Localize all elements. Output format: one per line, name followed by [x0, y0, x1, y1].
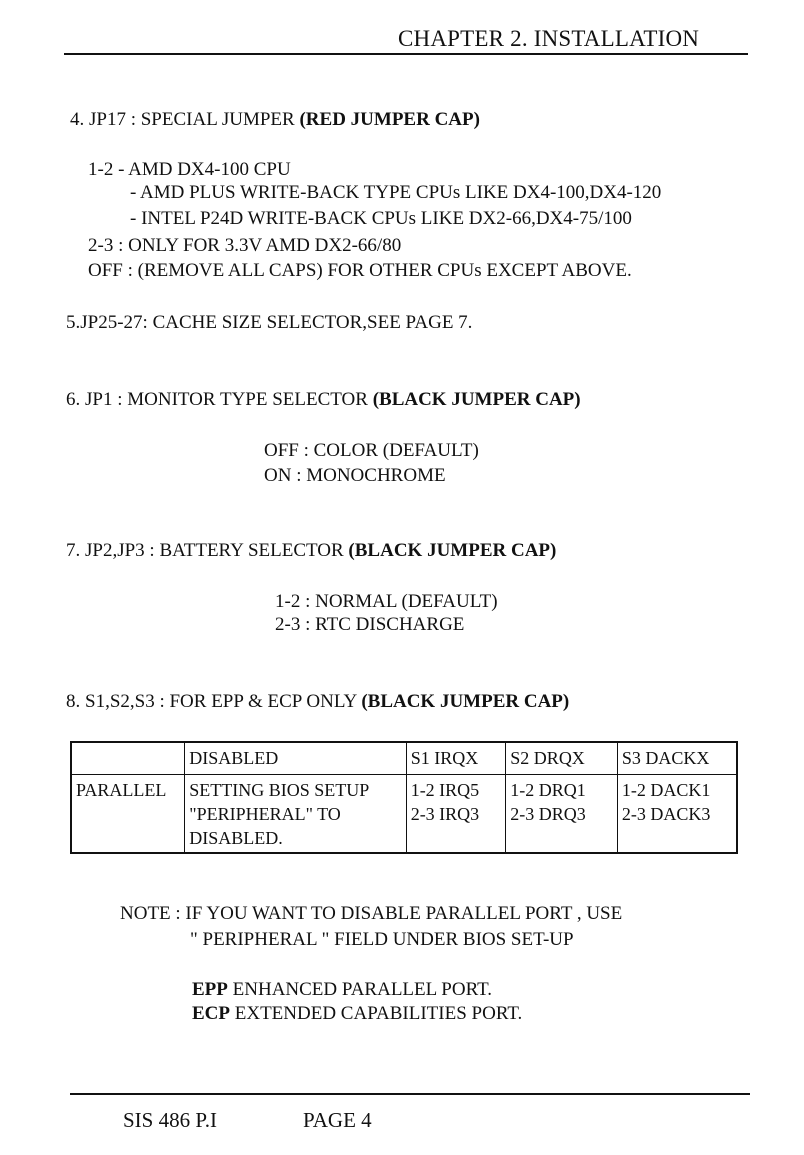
footer-board-name: SIS 486 P.I: [123, 1108, 217, 1132]
jp1-heading: [66, 388, 581, 412]
s123-heading: [66, 690, 569, 714]
cell-line: 2-3 DACK3: [621, 804, 711, 824]
jp17-option-off: OFF : (REMOVE ALL CAPS) FOR OTHER CPUs EXCEPT ABOVE.: [88, 260, 632, 281]
note-line-2: " PERIPHERAL " FIELD UNDER BIOS SET-UP: [190, 929, 574, 950]
jp1-option-off: OFF : COLOR (DEFAULT): [264, 440, 479, 461]
jp17-option-intel: - INTEL P24D WRITE-BACK CPUs LIKE DX2-66,DX4-75/100: [130, 208, 632, 229]
glossary-term: EPP: [192, 979, 228, 1000]
table-header-row: [71, 742, 737, 775]
table-header-disabled: DISABLED: [185, 742, 406, 775]
table-header-s3: S3 DACKX: [617, 742, 737, 775]
jp2-heading-text: 7. JP2,JP3 : BATTERY SELECTOR: [66, 540, 349, 561]
chapter-title: CHAPTER 2. INSTALLATION: [398, 26, 700, 51]
table-header-empty: [71, 742, 185, 775]
jp17-heading-text: 4. JP17 : SPECIAL JUMPER: [70, 109, 300, 130]
jp17-heading: [70, 108, 480, 132]
jp25-heading: 5.JP25-27: CACHE SIZE SELECTOR,SEE PAGE 7.: [66, 312, 473, 333]
cell-line: SETTING BIOS SETUP: [189, 780, 370, 800]
cell-line: 2-3 DRQ3: [510, 804, 586, 824]
cell-line: 1-2 DRQ1: [510, 780, 586, 800]
glossary-term: ECP: [192, 1003, 230, 1024]
table-cell-s2: [506, 775, 618, 854]
table-header-s1: S1 IRQX: [406, 742, 506, 775]
table-cell-s1: [406, 775, 506, 854]
cell-line: 1-2 DACK1: [621, 780, 711, 800]
parallel-jumper-table: [70, 741, 738, 854]
footer-page-number: PAGE 4: [303, 1108, 372, 1132]
table-row-label: PARALLEL: [71, 775, 185, 854]
jp1-heading-text: 6. JP1 : MONITOR TYPE SELECTOR: [66, 389, 373, 410]
jp17-option-amd-plus: - AMD PLUS WRITE-BACK TYPE CPUs LIKE DX4-100,DX4-120: [130, 182, 662, 203]
jp17-option-2-3: 2-3 : ONLY FOR 3.3V AMD DX2-66/80: [88, 235, 402, 256]
table-row: [71, 775, 737, 854]
table-header-s2: S2 DRQX: [506, 742, 618, 775]
note-line-1: NOTE : IF YOU WANT TO DISABLE PARALLEL PORT , USE: [120, 903, 623, 924]
table-cell-s3: [617, 775, 737, 854]
cell-line: 1-2 IRQ5: [410, 780, 480, 800]
s123-heading-cap: (BLACK JUMPER CAP): [361, 691, 570, 712]
header-rule: [64, 53, 748, 55]
jp2-option-rtc: 2-3 : RTC DISCHARGE: [275, 614, 465, 635]
jp17-option-1-2: 1-2 - AMD DX4-100 CPU: [88, 159, 291, 180]
jp17-heading-cap: (RED JUMPER CAP): [299, 109, 480, 130]
glossary-epp: [192, 978, 492, 1002]
glossary-desc: EXTENDED CAPABILITIES PORT.: [230, 1003, 523, 1024]
cell-line: DISABLED.: [189, 828, 283, 848]
cell-line: "PERIPHERAL" TO: [189, 804, 341, 824]
s123-heading-text: 8. S1,S2,S3 : FOR EPP & ECP ONLY: [66, 691, 362, 712]
glossary-desc: ENHANCED PARALLEL PORT.: [227, 979, 493, 1000]
table-cell-disabled: [185, 775, 406, 854]
jp2-heading-cap: (BLACK JUMPER CAP): [348, 540, 557, 561]
jp2-heading: [66, 539, 556, 563]
glossary-ecp: [192, 1002, 522, 1026]
footer-rule: [70, 1093, 750, 1095]
jp2-option-normal: 1-2 : NORMAL (DEFAULT): [275, 591, 498, 612]
cell-line: 2-3 IRQ3: [410, 804, 480, 824]
jp1-option-on: ON : MONOCHROME: [264, 465, 446, 486]
jp1-heading-cap: (BLACK JUMPER CAP): [372, 389, 581, 410]
